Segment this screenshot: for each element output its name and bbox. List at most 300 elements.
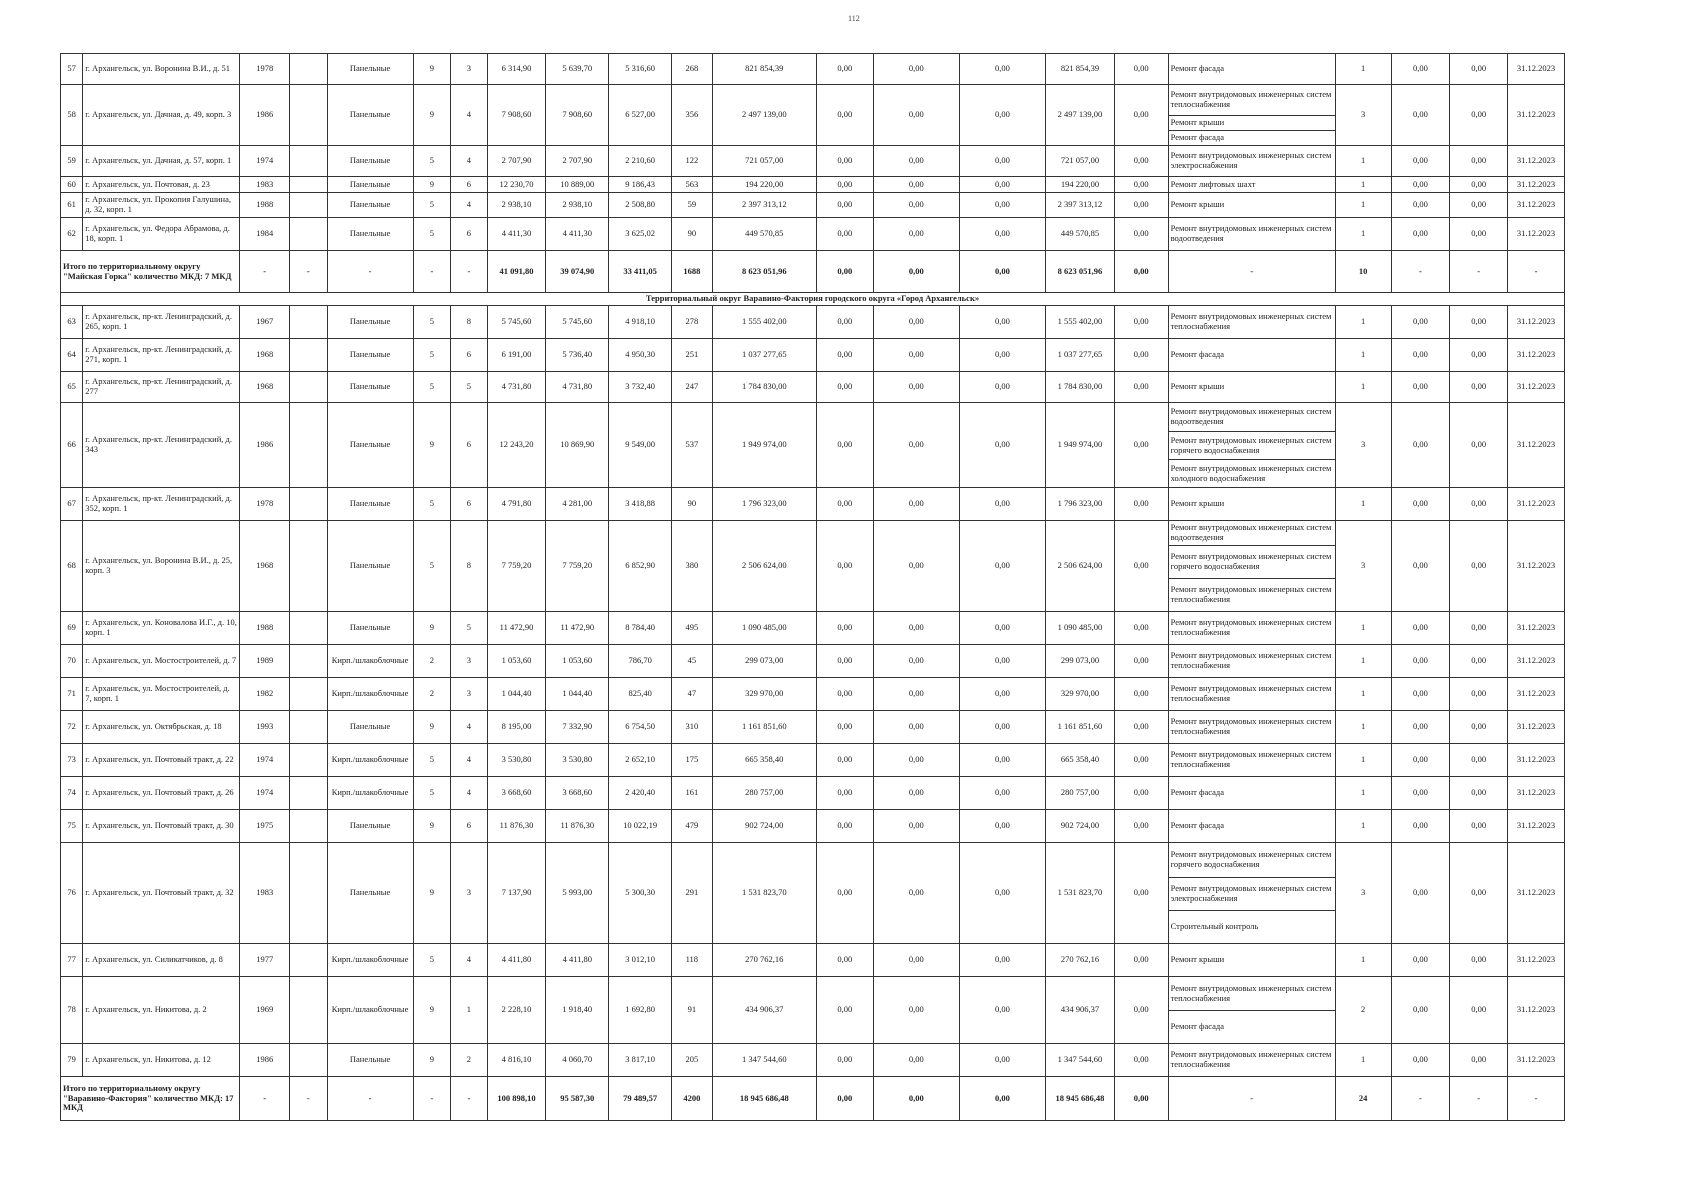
- wall-material-cell: Кирп./шлакоблочные: [327, 977, 413, 1044]
- works-count-cell: 1: [1335, 777, 1391, 810]
- date-cell: 31.12.2023: [1508, 612, 1565, 645]
- empty-cell: [290, 777, 327, 810]
- budget-local-cell: 0,00: [959, 306, 1045, 339]
- entrances-cell: 4: [451, 944, 487, 977]
- table-row: [61, 146, 1565, 177]
- owners-funds-cell: 2 506 624,00: [1045, 521, 1114, 612]
- works-cell: [1168, 777, 1335, 810]
- residents-cell: 247: [672, 372, 713, 403]
- work-item: Ремонт внутридомовых инженерных систем теплоснабжения: [1170, 650, 1332, 670]
- area-living-cell: 5 300,30: [609, 843, 672, 944]
- empty-cell: [290, 744, 327, 777]
- owners-funds-cell: 194 220,00: [1045, 177, 1114, 193]
- row-number: 67: [61, 488, 83, 521]
- area-living-cell: 9 549,00: [609, 403, 672, 488]
- fund-cell: 0,00: [816, 54, 873, 85]
- table-row: [61, 612, 1565, 645]
- budget-region-cell: 0,00: [873, 146, 959, 177]
- entrances-cell: 3: [451, 54, 487, 85]
- row-number: 61: [61, 193, 83, 218]
- area-premises-cell: 2 707,90: [546, 146, 609, 177]
- cost-total-cell: 1 037 277,65: [712, 339, 816, 372]
- area-premises-cell: 1 053,60: [546, 645, 609, 678]
- area-premises-cell: 7 332,90: [546, 711, 609, 744]
- dash-cell: -: [1450, 251, 1508, 293]
- entrances-cell: 3: [451, 678, 487, 711]
- cost-total-cell: 8 623 051,96: [712, 251, 816, 293]
- work-item: Ремонт фасада: [1169, 130, 1335, 145]
- empty-cell: [290, 372, 327, 403]
- date-cell: 31.12.2023: [1508, 944, 1565, 977]
- address-cell: г. Архангельск, ул. Никитова, д. 12: [83, 1044, 240, 1077]
- area-living-cell: 3 418,88: [609, 488, 672, 521]
- budget-region-cell: 0,00: [873, 645, 959, 678]
- entrances-cell: 8: [451, 521, 487, 612]
- area-total-cell: 7 137,90: [487, 843, 546, 944]
- work-item: Ремонт крыши: [1170, 498, 1225, 509]
- table-row: [61, 711, 1565, 744]
- works-count-cell: 1: [1335, 488, 1391, 521]
- value-cell: 0,00: [1450, 645, 1508, 678]
- dash-cell: -: [451, 1077, 487, 1121]
- dash-cell: -: [413, 251, 450, 293]
- works-count-cell: 1: [1335, 177, 1391, 193]
- year-cell: 1986: [240, 1044, 290, 1077]
- row-number: 63: [61, 306, 83, 339]
- fund-cell: 0,00: [816, 146, 873, 177]
- empty-cell: [290, 146, 327, 177]
- area-total-cell: 7 759,20: [487, 521, 546, 612]
- floors-cell: 9: [413, 1044, 450, 1077]
- row-number: 65: [61, 372, 83, 403]
- address-cell: г. Архангельск, ул. Воронина В.И., д. 51: [83, 54, 240, 85]
- dash-cell: -: [1508, 251, 1565, 293]
- value-cell: 0,00: [1391, 944, 1450, 977]
- budget-region-cell: 0,00: [873, 54, 959, 85]
- works-cell: [1168, 678, 1335, 711]
- fund-cell: 0,00: [816, 678, 873, 711]
- row-number: 68: [61, 521, 83, 612]
- entrances-cell: 4: [451, 193, 487, 218]
- date-cell: 31.12.2023: [1508, 403, 1565, 488]
- budget-region-cell: 0,00: [873, 977, 959, 1044]
- table-row: [61, 193, 1565, 218]
- value-cell: 0,00: [1450, 177, 1508, 193]
- other-funds-cell: 0,00: [1114, 146, 1168, 177]
- address-cell: г. Архангельск, пр-кт. Ленинградский, д. 277: [83, 372, 240, 403]
- residents-cell: 563: [672, 177, 713, 193]
- budget-local-cell: 0,00: [959, 372, 1045, 403]
- area-total-cell: 1 044,40: [487, 678, 546, 711]
- floors-cell: 5: [413, 218, 450, 251]
- area-living-cell: 3 732,40: [609, 372, 672, 403]
- budget-local-cell: 0,00: [959, 843, 1045, 944]
- work-item: Ремонт крыши: [1170, 381, 1225, 392]
- value-cell: 0,00: [1450, 678, 1508, 711]
- budget-region-cell: 0,00: [873, 251, 959, 293]
- wall-material-cell: Панельные: [327, 612, 413, 645]
- value-cell: 0,00: [1391, 218, 1450, 251]
- value-cell: 0,00: [1391, 54, 1450, 85]
- other-funds-cell: 0,00: [1114, 177, 1168, 193]
- fund-cell: 0,00: [816, 193, 873, 218]
- area-living-cell: 1 692,80: [609, 977, 672, 1044]
- work-item: Ремонт фасада: [1170, 63, 1225, 74]
- owners-funds-cell: 902 724,00: [1045, 810, 1114, 843]
- value-cell: 0,00: [1450, 85, 1508, 146]
- address-cell: г. Архангельск, ул. Почтовый тракт, д. 32: [83, 843, 240, 944]
- floors-cell: 9: [413, 54, 450, 85]
- works-count-cell: 10: [1335, 251, 1391, 293]
- dash-cell: -: [1450, 1077, 1508, 1121]
- area-total-cell: 12 243,20: [487, 403, 546, 488]
- dash-cell: -: [327, 1077, 413, 1121]
- works-count-cell: 2: [1335, 977, 1391, 1044]
- floors-cell: 9: [413, 810, 450, 843]
- area-living-cell: 5 316,60: [609, 54, 672, 85]
- works-cell: [1168, 977, 1335, 1044]
- year-cell: 1974: [240, 777, 290, 810]
- row-number: 71: [61, 678, 83, 711]
- area-living-cell: 2 652,10: [609, 744, 672, 777]
- works-count-cell: 1: [1335, 645, 1391, 678]
- area-premises-cell: 3 668,60: [546, 777, 609, 810]
- date-cell: 31.12.2023: [1508, 711, 1565, 744]
- entrances-cell: 4: [451, 777, 487, 810]
- owners-funds-cell: 270 762,16: [1045, 944, 1114, 977]
- value-cell: 0,00: [1391, 711, 1450, 744]
- address-cell: г. Архангельск, ул. Почтовая, д. 23: [83, 177, 240, 193]
- fund-cell: 0,00: [816, 1044, 873, 1077]
- address-cell: г. Архангельск, пр-кт. Ленинградский, д. 265, корп. 1: [83, 306, 240, 339]
- table-row: [61, 777, 1565, 810]
- works-cell: [1168, 85, 1335, 146]
- empty-cell: [290, 54, 327, 85]
- area-premises-cell: 4 060,70: [546, 1044, 609, 1077]
- area-premises-cell: 4 731,80: [546, 372, 609, 403]
- work-item: Ремонт внутридомовых инженерных систем горячего водоснабжения: [1170, 849, 1332, 869]
- date-cell: 31.12.2023: [1508, 777, 1565, 810]
- fund-cell: 0,00: [816, 218, 873, 251]
- table-row: [61, 488, 1565, 521]
- area-premises-cell: 10 869,90: [546, 403, 609, 488]
- budget-local-cell: 0,00: [959, 777, 1045, 810]
- budget-local-cell: 0,00: [959, 193, 1045, 218]
- works-cell: [1168, 944, 1335, 977]
- address-cell: г. Архангельск, ул. Октябрьская, д. 18: [83, 711, 240, 744]
- work-item: Ремонт внутридомовых инженерных систем теплоснабжения: [1170, 749, 1332, 769]
- other-funds-cell: 0,00: [1114, 488, 1168, 521]
- work-item: Ремонт внутридомовых инженерных систем водоотведения: [1170, 522, 1332, 542]
- year-cell: 1977: [240, 944, 290, 977]
- value-cell: 0,00: [1391, 193, 1450, 218]
- fund-cell: 0,00: [816, 488, 873, 521]
- fund-cell: 0,00: [816, 810, 873, 843]
- works-cell: [1168, 1044, 1335, 1077]
- row-number: 69: [61, 612, 83, 645]
- dash-cell: -: [413, 1077, 450, 1121]
- budget-local-cell: 0,00: [959, 1044, 1045, 1077]
- value-cell: 0,00: [1391, 744, 1450, 777]
- owners-funds-cell: 721 057,00: [1045, 146, 1114, 177]
- year-cell: 1982: [240, 678, 290, 711]
- budget-region-cell: 0,00: [873, 711, 959, 744]
- residents-cell: 356: [672, 85, 713, 146]
- table-row: [61, 977, 1565, 1044]
- row-number: 76: [61, 843, 83, 944]
- owners-funds-cell: 2 497 139,00: [1045, 85, 1114, 146]
- entrances-cell: 4: [451, 85, 487, 146]
- value-cell: 0,00: [1391, 1044, 1450, 1077]
- date-cell: 31.12.2023: [1508, 1044, 1565, 1077]
- residents-cell: 59: [672, 193, 713, 218]
- entrances-cell: 1: [451, 977, 487, 1044]
- works-cell: [1168, 744, 1335, 777]
- floors-cell: 5: [413, 744, 450, 777]
- works-cell: [1168, 193, 1335, 218]
- owners-funds-cell: 821 854,39: [1045, 54, 1114, 85]
- area-living-cell: 2 210,60: [609, 146, 672, 177]
- table-row: [61, 944, 1565, 977]
- cost-total-cell: 902 724,00: [712, 810, 816, 843]
- table-row: [61, 85, 1565, 146]
- area-total-cell: 4 791,80: [487, 488, 546, 521]
- work-item: Ремонт внутридомовых инженерных систем теплоснабжения: [1170, 716, 1332, 736]
- year-cell: 1975: [240, 810, 290, 843]
- value-cell: 0,00: [1391, 339, 1450, 372]
- date-cell: 31.12.2023: [1508, 521, 1565, 612]
- cost-total-cell: 721 057,00: [712, 146, 816, 177]
- table-row: [61, 372, 1565, 403]
- area-living-cell: 3 817,10: [609, 1044, 672, 1077]
- entrances-cell: 4: [451, 744, 487, 777]
- budget-local-cell: 0,00: [959, 339, 1045, 372]
- work-item: Ремонт внутридомовых инженерных систем горячего водоснабжения: [1169, 431, 1335, 459]
- fund-cell: 0,00: [816, 711, 873, 744]
- owners-funds-cell: 1 037 277,65: [1045, 339, 1114, 372]
- date-cell: 31.12.2023: [1508, 843, 1565, 944]
- budget-local-cell: 0,00: [959, 488, 1045, 521]
- value-cell: 0,00: [1391, 372, 1450, 403]
- other-funds-cell: 0,00: [1114, 218, 1168, 251]
- area-premises-cell: 5 745,60: [546, 306, 609, 339]
- value-cell: 0,00: [1450, 1044, 1508, 1077]
- table-row: [61, 403, 1565, 488]
- budget-local-cell: 0,00: [959, 251, 1045, 293]
- value-cell: 0,00: [1391, 810, 1450, 843]
- empty-cell: [290, 488, 327, 521]
- area-premises-cell: 10 889,00: [546, 177, 609, 193]
- budget-local-cell: 0,00: [959, 54, 1045, 85]
- page-number: 112: [848, 14, 860, 23]
- floors-cell: 5: [413, 777, 450, 810]
- budget-local-cell: 0,00: [959, 403, 1045, 488]
- value-cell: 0,00: [1450, 521, 1508, 612]
- dash-cell: -: [1508, 1077, 1565, 1121]
- row-number: 73: [61, 744, 83, 777]
- year-cell: 1968: [240, 521, 290, 612]
- empty-cell: [290, 218, 327, 251]
- floors-cell: 2: [413, 645, 450, 678]
- empty-cell: [290, 810, 327, 843]
- wall-material-cell: Панельные: [327, 339, 413, 372]
- floors-cell: 9: [413, 177, 450, 193]
- residents-cell: 175: [672, 744, 713, 777]
- budget-region-cell: 0,00: [873, 744, 959, 777]
- residents-cell: 1688: [672, 251, 713, 293]
- year-cell: 1974: [240, 744, 290, 777]
- residents-cell: 90: [672, 488, 713, 521]
- cost-total-cell: 821 854,39: [712, 54, 816, 85]
- budget-local-cell: 0,00: [959, 85, 1045, 146]
- value-cell: 0,00: [1450, 306, 1508, 339]
- residents-cell: 118: [672, 944, 713, 977]
- wall-material-cell: Кирп./шлакоблочные: [327, 777, 413, 810]
- works-cell: [1168, 488, 1335, 521]
- cost-total-cell: 1 347 544,60: [712, 1044, 816, 1077]
- address-cell: г. Архангельск, ул. Никитова, д. 2: [83, 977, 240, 1044]
- other-funds-cell: 0,00: [1114, 744, 1168, 777]
- work-item: Ремонт внутридомовых инженерных систем холодного водоснабжения: [1169, 459, 1335, 487]
- fund-cell: 0,00: [816, 339, 873, 372]
- cost-total-cell: 329 970,00: [712, 678, 816, 711]
- residents-cell: 278: [672, 306, 713, 339]
- row-number: 70: [61, 645, 83, 678]
- address-cell: г. Архангельск, ул. Дачная, д. 57, корп. 1: [83, 146, 240, 177]
- other-funds-cell: 0,00: [1114, 645, 1168, 678]
- cost-total-cell: 2 497 139,00: [712, 85, 816, 146]
- budget-local-cell: 0,00: [959, 146, 1045, 177]
- area-total-cell: 1 053,60: [487, 645, 546, 678]
- dash-cell: -: [1391, 1077, 1450, 1121]
- value-cell: 0,00: [1450, 339, 1508, 372]
- work-item: Ремонт внутридомовых инженерных систем теплоснабжения: [1170, 89, 1332, 109]
- value-cell: 0,00: [1391, 146, 1450, 177]
- date-cell: 31.12.2023: [1508, 218, 1565, 251]
- floors-cell: 9: [413, 403, 450, 488]
- empty-cell: [290, 944, 327, 977]
- row-number: 60: [61, 177, 83, 193]
- work-item: Ремонт фасада: [1170, 820, 1225, 831]
- other-funds-cell: 0,00: [1114, 193, 1168, 218]
- empty-cell: [290, 711, 327, 744]
- area-total-cell: 3 668,60: [487, 777, 546, 810]
- owners-funds-cell: 8 623 051,96: [1045, 251, 1114, 293]
- other-funds-cell: 0,00: [1114, 85, 1168, 146]
- table-row: [61, 339, 1565, 372]
- wall-material-cell: Кирп./шлакоблочные: [327, 744, 413, 777]
- value-cell: 0,00: [1450, 488, 1508, 521]
- area-total-cell: 4 731,80: [487, 372, 546, 403]
- capital-repair-table: [60, 53, 1565, 1121]
- works-count-cell: 1: [1335, 54, 1391, 85]
- fund-cell: 0,00: [816, 372, 873, 403]
- empty-cell: [290, 843, 327, 944]
- value-cell: 0,00: [1450, 612, 1508, 645]
- entrances-cell: 8: [451, 306, 487, 339]
- area-total-cell: 5 745,60: [487, 306, 546, 339]
- entrances-cell: 5: [451, 612, 487, 645]
- row-number: 57: [61, 54, 83, 85]
- year-cell: 1968: [240, 339, 290, 372]
- date-cell: 31.12.2023: [1508, 645, 1565, 678]
- address-cell: г. Архангельск, пр-кт. Ленинградский, д. 271, корп. 1: [83, 339, 240, 372]
- budget-region-cell: 0,00: [873, 777, 959, 810]
- other-funds-cell: 0,00: [1114, 843, 1168, 944]
- budget-local-cell: 0,00: [959, 218, 1045, 251]
- area-total-cell: 4 411,80: [487, 944, 546, 977]
- dash-cell: -: [240, 251, 290, 293]
- area-living-cell: 825,40: [609, 678, 672, 711]
- area-total-cell: 100 898,10: [487, 1077, 546, 1121]
- value-cell: 0,00: [1450, 146, 1508, 177]
- area-premises-cell: 2 938,10: [546, 193, 609, 218]
- cost-total-cell: 434 906,37: [712, 977, 816, 1044]
- cost-total-cell: 1 090 485,00: [712, 612, 816, 645]
- other-funds-cell: 0,00: [1114, 810, 1168, 843]
- owners-funds-cell: 329 970,00: [1045, 678, 1114, 711]
- works-cell: [1168, 146, 1335, 177]
- cost-total-cell: 194 220,00: [712, 177, 816, 193]
- floors-cell: 9: [413, 843, 450, 944]
- fund-cell: 0,00: [816, 85, 873, 146]
- cost-total-cell: 280 757,00: [712, 777, 816, 810]
- other-funds-cell: 0,00: [1114, 977, 1168, 1044]
- work-item: Ремонт крыши: [1169, 115, 1335, 130]
- area-premises-cell: 11 876,30: [546, 810, 609, 843]
- area-total-cell: 2 938,10: [487, 193, 546, 218]
- residents-cell: 91: [672, 977, 713, 1044]
- wall-material-cell: Панельные: [327, 85, 413, 146]
- area-premises-cell: 7 759,20: [546, 521, 609, 612]
- work-item: Строительный контроль: [1169, 910, 1335, 943]
- empty-cell: [290, 1044, 327, 1077]
- year-cell: 1978: [240, 54, 290, 85]
- cost-total-cell: 270 762,16: [712, 944, 816, 977]
- year-cell: 1986: [240, 403, 290, 488]
- wall-material-cell: Панельные: [327, 193, 413, 218]
- works-count-cell: 3: [1335, 85, 1391, 146]
- budget-region-cell: 0,00: [873, 521, 959, 612]
- empty-cell: [290, 85, 327, 146]
- floors-cell: 9: [413, 612, 450, 645]
- work-item: Ремонт внутридомовых инженерных систем электроснабжения: [1170, 150, 1332, 170]
- works-count-cell: 1: [1335, 678, 1391, 711]
- works-cell: [1168, 403, 1335, 488]
- budget-region-cell: 0,00: [873, 403, 959, 488]
- residents-cell: 537: [672, 403, 713, 488]
- works-count-cell: 1: [1335, 810, 1391, 843]
- value-cell: 0,00: [1450, 218, 1508, 251]
- table-row: [61, 843, 1565, 944]
- work-item: Ремонт крыши: [1170, 954, 1225, 965]
- year-cell: 1989: [240, 645, 290, 678]
- works-cell: [1168, 843, 1335, 944]
- value-cell: 0,00: [1450, 711, 1508, 744]
- empty-cell: [290, 306, 327, 339]
- cost-total-cell: 1 161 851,60: [712, 711, 816, 744]
- works-count-cell: 1: [1335, 744, 1391, 777]
- date-cell: 31.12.2023: [1508, 146, 1565, 177]
- wall-material-cell: Панельные: [327, 521, 413, 612]
- row-number: 75: [61, 810, 83, 843]
- dash-cell: -: [451, 251, 487, 293]
- row-number: 59: [61, 146, 83, 177]
- area-premises-cell: 39 074,90: [546, 251, 609, 293]
- total-label: Итого по территориальному округу "Варавино-Фактория" количество МКД: 17 МКД: [61, 1077, 240, 1121]
- fund-cell: 0,00: [816, 521, 873, 612]
- other-funds-cell: 0,00: [1114, 1044, 1168, 1077]
